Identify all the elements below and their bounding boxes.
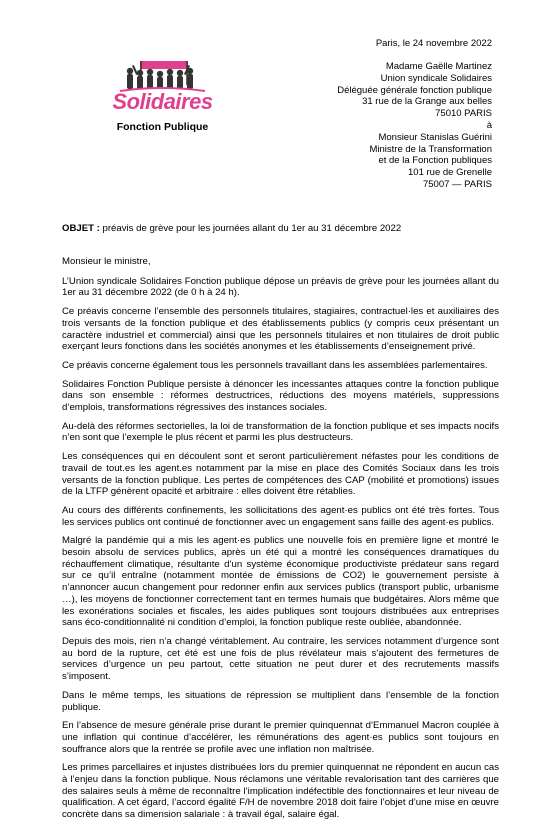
body-paragraph: Depuis des mois, rien n’a changé véritablement. Au contraire, les services notamment d’urgence sont au bord de la rupture, cet été est une fois de plus révélateur mais s’ajoutent des fermetures de services d’urgence un peu partout, cette situation ne peut durer et des recrutements massifs s’imposent. (62, 635, 499, 683)
address-line: 31 rue de la Grange aux belles (362, 96, 492, 108)
body-paragraph: Ce préavis concerne l’ensemble des personnels titulaires, stagiaires, contractuel·les et auxiliaires des trois versants de la fonction publique et des établissements publics (y compris ceux présentant un caractère industriel et commercial) ainsi que les personnels titulaires et non titulaires de droit public exerçant leurs fonctions dans les sociétés anonymes et les établissements d’enseignement privé. (62, 306, 499, 353)
address-line: Ministre de la Transformation (369, 143, 492, 155)
address-block (337, 61, 492, 191)
address-line: Madame Gaëlle Martinez (385, 61, 492, 72)
body-paragraph: Solidaires Fonction Publique persiste à dénoncer les incessantes attaques contre la fonction publique dans son ensemble : réformes destructrices, réductions des moyens matériels, suppressions d’emplois, transformations régressives des instances sociales. (62, 378, 499, 414)
subject-text: préavis de grève pour les journées allant du 1er au 31 décembre 2022 (99, 223, 402, 234)
solidaires-logo (100, 55, 225, 140)
logo-brand-text: Solidaires (112, 89, 213, 114)
address-line: Déléguée générale fonction publique (337, 84, 492, 96)
letter-date: Paris, le 24 novembre 2022 (375, 38, 492, 49)
salutation: Monsieur le ministre, (62, 256, 151, 267)
address-line: 101 rue de Grenelle (408, 167, 492, 179)
body-paragraph: Les primes parcellaires et injustes distribuées lors du premier quinquennat ne répondent en aucun cas à l’enjeu dans la fonction publique. Nous réclamons une véritable revalorisation tant des carrières que des salaires seuls à même de reconnaître l’implication indéfectible des fonctionnaires et leur niveau de qualification. A cet égard, l’accord égalité F/H de novembre 2018 doit faire l’objet d’une mise en œuvre concrète dans sa dimension salariale : à travail égal, salaire égal. (62, 762, 499, 821)
logo-subtitle: Fonction Publique (116, 121, 209, 133)
address-line: Union syndicale Solidaires (380, 72, 492, 84)
address-line: et de la Fonction publiques (378, 155, 492, 167)
body-paragraph: L’Union syndicale Solidaires Fonction publique dépose un préavis de grève pour les journées allant du 1er au 31 décembre 2022 (de 0 h à 24 h). (62, 275, 499, 299)
body-paragraph: Dans le même temps, les situations de répression se multiplient dans l’ensemble de la fonction publique. (62, 689, 499, 713)
address-line: 75007 — PARIS (422, 178, 492, 190)
subject-line (62, 223, 401, 234)
address-line: à (486, 119, 492, 131)
address-line: 75010 PARIS (435, 108, 492, 120)
letter-body (62, 256, 499, 828)
body-paragraph: Les conséquences qui en découlent sont et seront particulièrement néfastes pour les conditions de travail de tout.es les agent.es notamment par la mise en place des Comités Sociaux dans les trois versants de la fonction publique. Les pertes de compétences des CAP (mobilité et promotions) issues de la LTFP génèrent opacité et arbitraire : elles doivent être rétablies. (62, 451, 499, 498)
body-paragraph: En l’absence de mesure générale prise durant le premier quinquennat d’Emmanuel Macron couplée à une inflation qui continue d’accélérer, les rémunérations des agent·es publics sont toujours en souffrance alors que la rentrée se profile avec une inflation non maîtrisée. (62, 720, 499, 755)
body-paragraph: Au cours des différents confinements, les sollicitations des agent·es publics ont été très fortes. Tous les services publics ont continué de fonctionner avec un engagement sans faille des agent·es publics. (62, 504, 499, 528)
body-paragraph: Malgré la pandémie qui a mis les agent·es publics une nouvelle fois en première ligne et montré le besoin absolu de services publics, après un été qui a montré les conséquences dramatiques du réchauffement climatique, résultante d’un système économique productiviste prédateur sans regard sur ce qu’il entraîne (notamment montée de émissions de CO2) le gouvernement persiste à n’annoncer aucun changement pour redonner enfin aux services publics (transport public, urbanisme …), les moyens de fonctionner correctement tant en termes humais que budgétaires. Alors même que les exonérations sociales et fiscales, les aides publiques sont toujours distribuées aux entreprises sans éco-conditionnalité ni condition d’emploi, la fonction publique reste oubliée, abandonnée. (62, 535, 499, 629)
body-paragraph: Ce préavis concerne également tous les personnels travaillant dans les assemblées parlementaires. (62, 359, 488, 371)
address-line: Monsieur Stanislas Guérini (378, 131, 492, 143)
subject-label: OBJET : (62, 223, 100, 234)
body-paragraph: Au-delà des réformes sectorielles, la loi de transformation de la fonction publique et ses impacts nocifs n’en sont que l’exemple le plus récent et parmi les plus destructeurs. (62, 420, 499, 444)
